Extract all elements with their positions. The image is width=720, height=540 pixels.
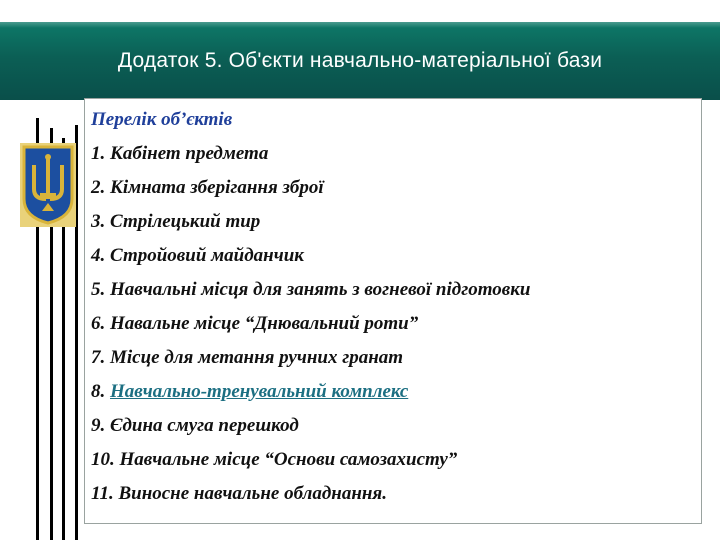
objects-list bbox=[91, 103, 695, 511]
item-number: 3. bbox=[91, 211, 106, 232]
list-item bbox=[91, 239, 695, 273]
ukraine-coat-of-arms-icon bbox=[20, 143, 76, 227]
list-item bbox=[91, 205, 695, 239]
item-number: 8. bbox=[91, 381, 106, 402]
item-number: 1. bbox=[91, 143, 106, 164]
item-number: 2. bbox=[91, 177, 106, 198]
item-number: 7. bbox=[91, 347, 106, 368]
item-text: Стрілецький тир bbox=[110, 211, 261, 232]
list-item bbox=[91, 477, 695, 511]
page-title: Додаток 5. Об'єкти навчально-матеріальної бази bbox=[117, 49, 603, 72]
item-number: 9. bbox=[91, 415, 106, 436]
list-item bbox=[91, 341, 695, 375]
item-text: Навчальне місце “Основи самозахисту” bbox=[119, 449, 458, 470]
list-item bbox=[91, 409, 695, 443]
list-item bbox=[91, 375, 695, 409]
item-text: Місце для метання ручних гранат bbox=[110, 347, 404, 368]
item-text: Навчальні місця для занять з вогневої підготовки bbox=[110, 279, 531, 300]
item-number: 4. bbox=[91, 245, 106, 266]
item-number: 5. bbox=[91, 279, 106, 300]
training-complex-link[interactable]: Навчально-тренувальний комплекс bbox=[110, 381, 409, 402]
item-text: Єдина смуга перешкод bbox=[110, 415, 299, 436]
list-item bbox=[91, 273, 695, 307]
item-text: Стройовий майданчик bbox=[110, 245, 304, 266]
item-text: Кімната зберігання зброї bbox=[110, 177, 324, 198]
item-number: 11. bbox=[91, 483, 114, 504]
list-item bbox=[91, 171, 695, 205]
list-item bbox=[91, 307, 695, 341]
item-text: Кабінет предмета bbox=[110, 143, 269, 164]
list-item bbox=[91, 137, 695, 171]
list-item bbox=[91, 443, 695, 477]
content-box bbox=[84, 98, 702, 524]
item-number: 10. bbox=[91, 449, 115, 470]
item-text: Навальне місце “Днювальний роти” bbox=[110, 313, 419, 334]
list-heading: Перелік об’єктів bbox=[91, 109, 233, 130]
item-text: Виносне навчальне обладнання. bbox=[118, 483, 387, 504]
item-number: 6. bbox=[91, 313, 106, 334]
